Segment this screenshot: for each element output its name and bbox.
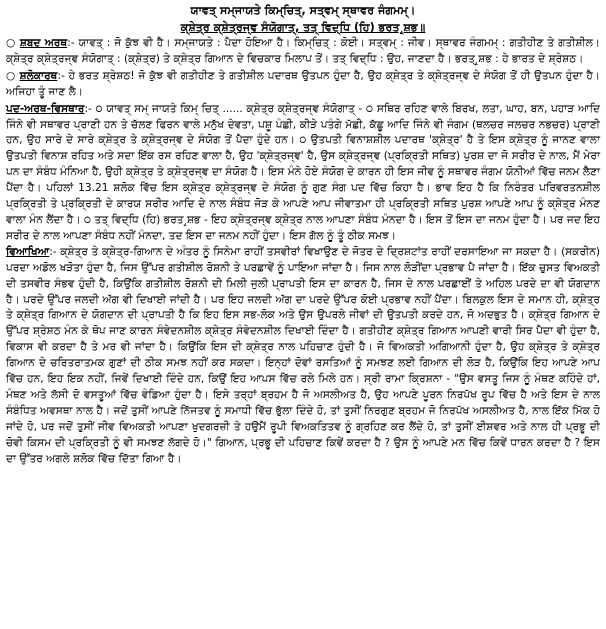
word-meaning-text: :- ਯਾਵਤ੍ : ਜੋ ਕੁੱਝ ਵੀ ਹੈ। ਸਮ੍ਜਾਯਤੇ : ਪੈਦਾ ਹੋਇਆ ਹੈ। ਕਿਮ੍ਚਿਤ੍ : ਕੋਈ। ਸਤ੍ਵਮ੍ : ਜੀਵ। ਸ੍ਥਾਵਰ ਜੰਗਮਮ੍ : ਗਤੀਹੀਣ ਤੇ ਗਤੀਸ਼ੀਲ। ਕ੍ਸ਼ੇਤ੍ਰ ਕ੍ਸ਼ੇਤ੍ਰਜ੍ਞ ਸੰਯੋਗਾਤ੍ : (ਕ੍ਸ਼ੇਤ੍ਰ) ਤੇ ਕ੍ਸ਼ੇਤ੍ਰ ਗਿਆਨ ਦੇ ਵਿਚਕਾਰ ਮਿਲਾਪ ਤੋਂ। ਤਤ੍ ਵਿਦ੍ਧਿ : ਉਹ, ਜਾਣਦਾ ਹੈ। ਭਰਤ੍ ਰ੍ਸ਼ਭ : ਹੇ ਭਾਰਤ ਦੇ ਸ਼੍ਰੇਸ਼ਠ। — [6, 37, 600, 65]
bullet: ○ — [6, 69, 20, 82]
verse-meaning-heading: ਸ਼ਲੋਕਾਰਥ — [19, 69, 58, 82]
word-expansion-heading: ਪਦ-ਅਰਥ-ਵਿਸਥਾਰ — [6, 102, 85, 115]
commentary-section — [6, 245, 600, 468]
verse-line-1: ਯਾਵਤ੍ ਸਮ੍ਜਾਯਤੇ ਕਿਮ੍ਚਿਤ੍, ਸਤ੍ਵਮ੍ ਸ੍ਥਾਵਰ ਜੰਗਮਮ੍। — [190, 4, 416, 17]
sanskrit-verse — [6, 2, 600, 36]
bullet: ○ — [6, 37, 20, 49]
commentary-heading: ਵਿਆਖਿਆ — [6, 245, 50, 258]
verse-meaning-text: :- ਹੇ ਭਰਤ ਸ਼੍ਰੇਸ਼ਠ! ਜੋ ਕੁੱਝ ਵੀ ਗਤੀਹੀਣ ਤੇ ਗਤੀਸ਼ੀਲ ਪਦਾਰਥ ਉਤਪਨ ਹੁੰਦਾ ਹੈ, ਉਹ ਕ੍ਸ਼ੇਤ੍ਰ ਤੇ ਕ੍ਸ਼ੇਤ੍ਰਜ੍ਞ ਦੇ ਸੰਯੋਗ ਤੋਂ ਹੀ ਉਤਪਨ ਹੁੰਦਾ ਹੈ। ਅਜਿਹਾ ਤੂੰ ਜਾਣ ਲੈ। — [6, 69, 600, 98]
verse-meaning-section — [6, 69, 600, 101]
word-expansion-text: :- ੦ ਯਾਵਤ੍ ਸਮ੍ ਜਾਯਤੇ ਕਿਮ੍ ਚਿਤ੍ ...... ਕ੍ਸ਼ੇਤ੍ਰ ਕ੍ਸ਼ੇਤ੍ਰਜ੍ਞ ਸੰਯੋਗਾਤ੍ - ੦ ਸਥਿਰ ਰਹਿਣ ਵਾਲੇ ਬਿਰਖ, ਲਤਾ, ਘਾਹ, ਬਨ, ਪਹਾੜ ਆਦਿ ਜਿੰਨੇ ਵੀ ਸਥਾਵਰ ਪ੍ਰਾਣੀ ਹਨ ਤੇ ਚੱਲਣ ਫਿਰਨ ਵਾਲੇ ਮਨੁੱਖ ਦੇਵਤਾ, ਪਸ਼ੂ ਪੰਛੀ, ਕੀੜੇ ਪਤੰਗੇ ਮੱਛੀ, ਕੱਛੂ ਆਦਿ ਜਿੰਨੇ ਵੀ ਜੰਗਮ (ਥਲਚਰ ਜਲਚਰ ਨਭਚਰ) ਪ੍ਰਾਣੀ ਹਨ, ਉਹ ਸਾਰੇ ਦੇ ਸਾਰੇ ਕ੍ਸ਼ੇਤ੍ਰ ਤੇ ਕ੍ਸ਼ੇਤ੍ਰਜ੍ਞ ਦੇ ਸੰਯੋਗ ਤੋਂ ਪੈਦਾ ਹੁੰਦੇ ਹਨ। ੦ ਉਤਪਤੀ ਵਿਨਾਸ਼ਸ਼ੀਲ ਪਦਾਰਥ 'ਕ੍ਸ਼ੇਤ੍ਰ' ਹੈ ਤੇ ਇਸ ਕ੍ਸ਼ੇਤ੍ਰ ਨੂੰ ਜਾਨਣ ਵਾਲਾ ਉਤਪਤੀ ਵਿਨਾਸ਼ ਰਹਿਤ ਅਤੇ ਸਦਾ ਇੱਕ ਰਸ ਰਹਿਣ ਵਾਲਾ ਹੈ, ਉਹ 'ਕ੍ਸ਼ੇਤ੍ਰਜ੍ਞ' ਹੈ, ਉਸ ਕ੍ਸ਼ੇਤ੍ਰਜ੍ਞ (ਪ੍ਰਕ੍ਰਿਤੀ ਸਥਿਤ) ਪੁਰਸ਼ ਦਾ ਜੋ ਸਰੀਰ ਦੇ ਨਾਲ, ਮੈਂ ਮੇਰਾ ਪਨ ਦਾ ਸੰਬੰਧ ਮੰਨਿਆ ਹੈ, ਉਹੀ ਕ੍ਸ਼ੇਤ੍ਰ ਤੇ ਕ੍ਸ਼ੇਤ੍ਰਜ੍ਞ ਦਾ ਸੰਯੋਗ ਹੈ। ਇਸ ਮੰਨੇ ਹੋਏ ਸੰਯੋਗ ਦੇ ਕਾਰਨ ਹੀ ਇਸ ਜੀਵ ਨੂੰ ਸਥਾਵਰ ਜੰਗਮ ਯੋਨੀਆਂ ਵਿੱਚ ਜਨਮ ਲੈਣਾ ਪੈਂਦਾ ਹੈ। ਪਹਿਲਾਂ 13.21 ਸ਼ਲੋਕ ਵਿੱਚ ਇਸ ਕ੍ਸ਼ੇਤ੍ਰ ਕ੍ਸ਼ੇਤ੍ਰਜ੍ਞ ਦੇ ਸੰਯੋਗ ਨੂੰ ਗੁਣ ਸੰਗ ਪਦ ਵਿੱਚ ਕਿਹਾ ਹੈ। ਭਾਵ ਇਹ ਹੈ ਕਿ ਨਿਰੰਤਰ ਪਰਿਵਰਤਨਸ਼ੀਲ ਪ੍ਰਕ੍ਰਿਤੀ ਤੇ ਪ੍ਰਕ੍ਰਿਤੀ ਦੇ ਕਾਰਯ ਸਰੀਰ ਆਦਿ ਦੇ ਨਾਲ ਸੰਬੰਧ ਜੋੜ ਕੇ ਆਪਣੇ ਆਪ ਜੀਵਾਤਮਾ ਹੀ ਪ੍ਰਕ੍ਰਿਤੀ ਸਥਿਤ ਪੁਰਸ਼ ਆਪਣੇ ਆਪ ਨੂੰ ਕ੍ਸ਼ੇਤ੍ਰ ਮੰਨਣ ਵਾਲਾ ਮੰਨ ਲੈਂਦਾ ਹੈ। ੦ ਤਤ੍ ਵਿਦ੍ਧਿ (ਹਿ) ਭਰਤ ਰ੍ਸ਼ਭ - ਇਹ ਕ੍ਸ਼ੇਤ੍ਰਜ੍ਞ ਕ੍ਸ਼ੇਤ੍ਰ ਨਾਲ ਆਪਣਾ ਸੰਬੰਧ ਮੰਨਦਾ ਹੈ। ਇਸ ਤੋਂ ਇਸ ਦਾ ਜਨਮ ਹੁੰਦਾ ਹੈ। ਪਰ ਜਦ ਇਹ ਸਰੀਰ ਦੇ ਨਾਲ ਆਪਣਾ ਸੰਬੰਧ ਨਹੀਂ ਮੰਨਦਾ, ਤਦ ਇਸ ਦਾ ਜਨਮ ਨਹੀਂ ਹੁੰਦਾ। ਇਸ ਗੱਲ ਨੂੰ ਤੂੰ ਠੀਕ ਸਮਝ। — [6, 102, 600, 242]
commentary-text: :- ਕ੍ਸ਼ੇਤ੍ਰ ਤੇ ਕ੍ਸ਼ੇਤ੍ਰ-ਗਿਆਨ ਦੇ ਅੰਤਰ ਨੂੰ ਸਿਨੇਮਾ ਰਾਹੀਂ ਤਸਵੀਰਾਂ ਵਿਖਾਉਣ ਦੇ ਜੋਤਰ ਦੇ ਦ੍ਰਿਸ਼ਟਾਂਤ ਰਾਹੀਂ ਦਰਸਾਇਆ ਜਾ ਸਕਦਾ ਹੈ। (ਸਕਰੀਨ) ਪਰਦਾ ਅਡੋਲ ਖੜੋਤਾ ਹੁੰਦਾ ਹੈ, ਜਿਸ ਉੱਪਰ ਗਤੀਸ਼ੀਲ ਰੋਸ਼ਨੀ ਤੇ ਪਰਛਾਵੇਂ ਨੂੰ ਪਾਇਆ ਜਾਂਦਾ ਹੈ। ਜਿਸ ਨਾਲ ਲੋੜੀਂਦਾ ਪ੍ਰਭਾਵ ਪੈ ਜਾਂਦਾ ਹੈ। ਇੱਕ ਚੁਸਤ ਵਿਅਕਤੀ ਦੀ ਤਸਵੀਰ ਸੰਭਵ ਹੁੰਦੀ ਹੈ, ਕਿਉਂਕਿ ਗਤੀਸ਼ੀਲ ਰੋਸ਼ਨੀ ਦੀ ਮਿਲੀ ਜੁਲੀ ਪ੍ਰਾਪਤੀ ਇਸ ਦਾ ਕਾਰਨ ਹੈ, ਜਿਸ ਦੇ ਨਾਲ ਪਰਛਾਈਂ ਤੇ ਅਹਿਲ ਪਰਦੇ ਦਾ ਵੀ ਯੋਗਦਾਨ ਹੈ। ਪਰਦੇ ਉੱਪਰ ਜਲਦੀ ਅੱਗ ਵੀ ਦਿਖਾਈ ਜਾਂਦੀ ਹੈ। ਪਰ ਇਹ ਜਲਦੀ ਅੱਗ ਦਾ ਪਰਦੇ ਉੱਪਰ ਕੋਈ ਪ੍ਰਭਾਵ ਨਹੀਂ ਪੈਂਦਾ। ਬਿਲਕੁਲ ਇਸ ਦੇ ਸਮਾਨ ਹੀ, ਕ੍ਸ਼ੇਤ੍ਰ ਤੇ ਕ੍ਸ਼ੇਤ੍ਰ ਗਿਆਨ ਦੇ ਯੋਗਦਾਨ ਦੀ ਪ੍ਰਾਪਤੀ ਹੈ ਕਿ ਇਹ ਇਸ ਸਭ-ਲੋਕ ਅਤੇ ਉਸ ਉਪਰਲੇ ਜੀਵਾਂ ਦੀ ਉਤਪਤੀ ਕਰਦੇ ਹਨ, ਜੋ ਅਦਭੁਤ ਹੈ। ਕ੍ਸ਼ੇਤ੍ਰ ਗਿਆਨ ਦੇ ਉੱਪਰ ਸ਼੍ਰੇਸ਼ਠ ਮੰਨ ਕੇ ਥੋਪ ਜਾਣ ਕਾਰਨ ਸੰਵੇਦਨਸ਼ੀਲ ਕ੍ਸ਼ੇਤ੍ਰ ਸੰਵੇਦਨਸ਼ੀਲ ਦਿਖਾਈ ਦਿੰਦਾ ਹੈ। ਗਤੀਹੀਣ ਕ੍ਸ਼ੇਤ੍ਰ ਗਿਆਨ ਆਪਣੀ ਵਾਰੀ ਸਿਰ ਪੈਦਾ ਵੀ ਹੁੰਦਾ ਹੈ, ਵਿਕਾਸ ਵੀ ਕਰਦਾ ਹੈ ਤੇ ਮਰ ਵੀ ਜਾਂਦਾ ਹੈ। ਕਿਉਂਕਿ ਇਸ ਦੀ ਕ੍ਸ਼ੇਤ੍ਰ ਨਾਲ ਪਹਿਚਾਣ ਹੁੰਦੀ ਹੈ। ਜੋ ਵਿਅਕਤੀ ਅਗਿਆਨੀ ਹੁੰਦਾ ਹੈ, ਉਹ ਕ੍ਸ਼ੇਤ੍ਰ ਤੇ ਕ੍ਸ਼ੇਤ੍ਰ ਗਿਆਨ ਦੇ ਚਰਿਤਰਾਤਮਕ ਗੁਣਾਂ ਦੀ ਠੀਕ ਸਮਝ ਨਹੀਂ ਕਰ ਸਕਦਾ। ਇਨ੍ਹਾਂ ਦੋਵਾਂ ਰਸਤਿਆਂ ਨੂੰ ਸਮਝਣ ਲਈ ਗਿਆਨ ਦੀ ਲੋੜ ਹੈ, ਕਿਉਂਕਿ ਇਹ ਆਪਣੇ ਆਪ ਵਿੱਚ ਹਨ, ਇਹ ਇਕ ਨਹੀਂ, ਜਿਵੇਂ ਦਿਖਾਈ ਦਿੰਦੇ ਹਨ, ਕਿਉਂ ਇਹ ਆਪਸ ਵਿੱਚ ਰਲੇ ਮਿਲੇ ਹਨ। ਸ੍ਰੀ ਰਾਮਾ ਕ੍ਰਿਸ਼ਨਾ - "ਉਸ ਵਸਤੂ ਜਿਸ ਨੂੰ ਮੰਥਣ ਕਹਿੰਦੇ ਹਾਂ, ਮੰਥਣ ਅਤੇ ਲੱਸੀ ਦੋ ਵਸਤੂਆਂ ਵਿੱਚ ਵੰਡਿਆ ਹੁੰਦਾ ਹੈ। ਇਸੇ ਤਰ੍ਹਾਂ ਬ੍ਰਹਮ ਹੈ ਜੋ ਅਸਲੀਅਤ ਹੈ, ਉਹ ਆਪਣੇ ਪੂਰਨ ਨਿਰਪੱਖ ਰੂਪ ਵਿੱਚ ਹੈ ਅਤੇ ਇਸ ਦੇ ਨਾਲ ਸੰਬੰਧਿਤ ਅਵਸਥਾ ਨਾਲ ਹੈ। ਜਦੋਂ ਤੁਸੀਂ ਆਪਣੇ ਨਿੱਜਤਵ ਨੂੰ ਸਮਾਧੀ ਵਿੱਚ ਭੁੱਲਾ ਦਿੰਦੇ ਹੋ, ਤਾਂ ਤੁਸੀਂ ਨਿਰਗੁਣ ਬ੍ਰਹਮ ਜੋ ਨਿਰਪੱਖ ਅਸਲੀਅਤ ਹੈ, ਨਾਲ ਇੱਕ ਮਿੱਕ ਹੋ ਜਾਂਦੇ ਹੋ, ਪਰ ਜਦੋਂ ਤੁਸੀਂ ਜੀਵ ਵਿਅਕਤੀ ਆਪਣਾ ਖੁਦਗਰਜ਼ੀ ਤੇ ਹਉਮੈਂ ਰੂਪੀ ਵਿਅਕਤਿਤਵ ਨੂੰ ਗ੍ਰਹਿਣ ਕਰ ਲੈਂਦੇ ਹੋ, ਤਾਂ ਤੁਸੀਂ ਈਸ਼ਵਰ ਅਤੇ ਨਾਲ ਹੀ ਪ੍ਰਭੂ ਦੀ ਚੋਵੀ ਕਿਸਮ ਦੀ ਪ੍ਰਕ੍ਰਿਤੀ ਨੂੰ ਵੀ ਸਮਝਣ ਲੱਗਦੇ ਹੋ।" ਗਿਆਨ, ਪ੍ਰਭੂ ਦੀ ਪਹਿਚਾਣ ਕਿਵੇਂ ਕਰਦਾ ਹੈ ? ਉਸ ਨੂੰ ਆਪਣੇ ਮਨ ਵਿੱਚ ਕਿਵੇਂ ਧਾਰਨ ਕਰਦਾ ਹੈ ? ਇਸ ਦਾ ਉੱਤਰ ਅਗਲੇ ਸ਼ਲੋਕ ਵਿੱਚ ਦਿੱਤਾ ਗਿਆ ਹੈ। — [6, 245, 600, 465]
verse-line-2: ਕ੍ਸ਼ੇਤ੍ਰ ਕ੍ਸ਼ੇਤ੍ਰਜ੍ਞ ਸੰਯੋਗਾਤ੍, ਤਤ੍ ਵਿਦ੍ਧਿ (ਹਿ) ਭਰਤ ਰ੍ਸ਼ਭ॥ — [180, 21, 426, 34]
word-meaning-section — [6, 36, 600, 68]
word-expansion-section — [6, 102, 600, 245]
word-meaning-heading: ਸ਼ਬਦ ਅਰਥ — [19, 37, 68, 49]
